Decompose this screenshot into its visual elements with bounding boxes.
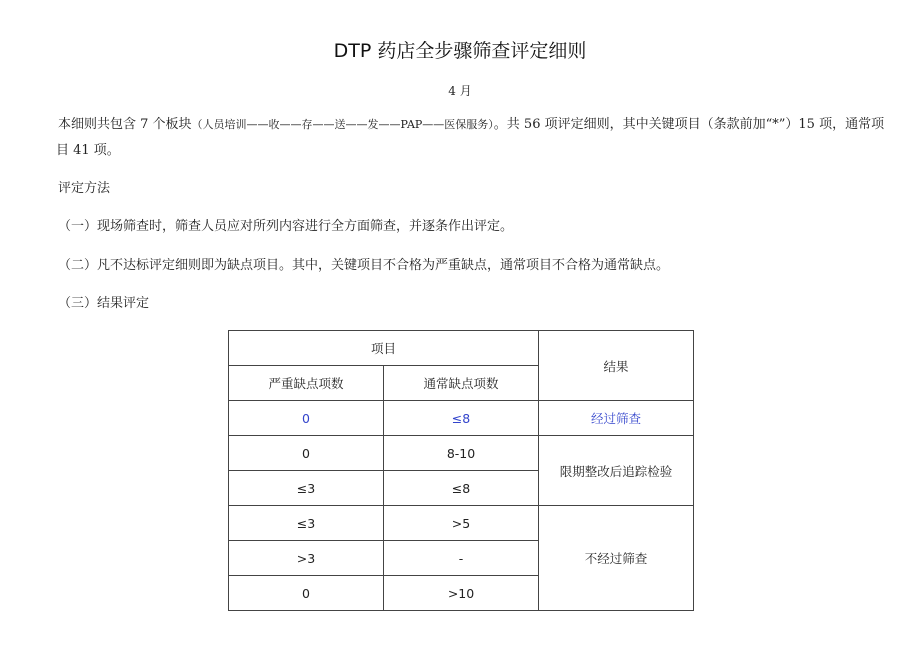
header-item: 项目: [229, 331, 539, 366]
intro-text-2: 。共 56 项评定细则，其中关键项目（条款前加“*”）15 项，通常项: [493, 117, 885, 132]
intro-text-3: 目 41 项。: [56, 143, 120, 158]
result-pass: 经过筛查: [539, 401, 694, 436]
severe-count-cell: ≤3: [229, 471, 384, 506]
normal-count-cell: ≤8: [384, 471, 539, 506]
severe-count-cell: >3: [229, 541, 384, 576]
normal-count-cell: >10: [384, 576, 539, 611]
result-fail: 不经过筛查: [539, 506, 694, 611]
document-date: 4 月: [448, 84, 472, 98]
table-row: [229, 401, 694, 436]
table-header-row: [229, 331, 694, 366]
intro-modules: （人员培训——收——存——送——发——PAP——医保服务）: [191, 118, 494, 131]
method-item-1: （一）现场筛查时，筛查人员应对所列内容进行全方面筛查，并逐条作出评定。: [58, 219, 514, 234]
table-row: [229, 436, 694, 471]
method-item-2: （二）凡不达标评定细则即为缺点项目。其中，关键项目不合格为严重缺点，通常项目不合格为通常缺点。: [58, 258, 670, 273]
result-rectify: 限期整改后追踪检验: [539, 436, 694, 506]
intro-text-1: 本细则共包含 7 个板块: [58, 117, 192, 132]
normal-count-cell: >5: [384, 506, 539, 541]
intro-paragraph: [58, 112, 898, 164]
normal-count-cell: 8-10: [384, 436, 539, 471]
document-title: DTP 药店全步骤筛查评定细则: [333, 40, 587, 62]
result-table: [228, 330, 694, 611]
col-normal-header: 通常缺点项数: [384, 366, 539, 401]
table-row: [229, 506, 694, 541]
method-heading: 评定方法: [58, 181, 111, 196]
col-severe-header: 严重缺点项数: [229, 366, 384, 401]
normal-count-cell: ≤8: [384, 401, 539, 436]
method-item-3: （三）结果评定: [58, 296, 150, 311]
severe-count-cell: 0: [229, 436, 384, 471]
severe-count-cell: 0: [229, 576, 384, 611]
severe-count-cell: ≤3: [229, 506, 384, 541]
severe-count-cell: 0: [229, 401, 384, 436]
normal-count-cell: -: [384, 541, 539, 576]
header-result: 结果: [539, 331, 694, 401]
